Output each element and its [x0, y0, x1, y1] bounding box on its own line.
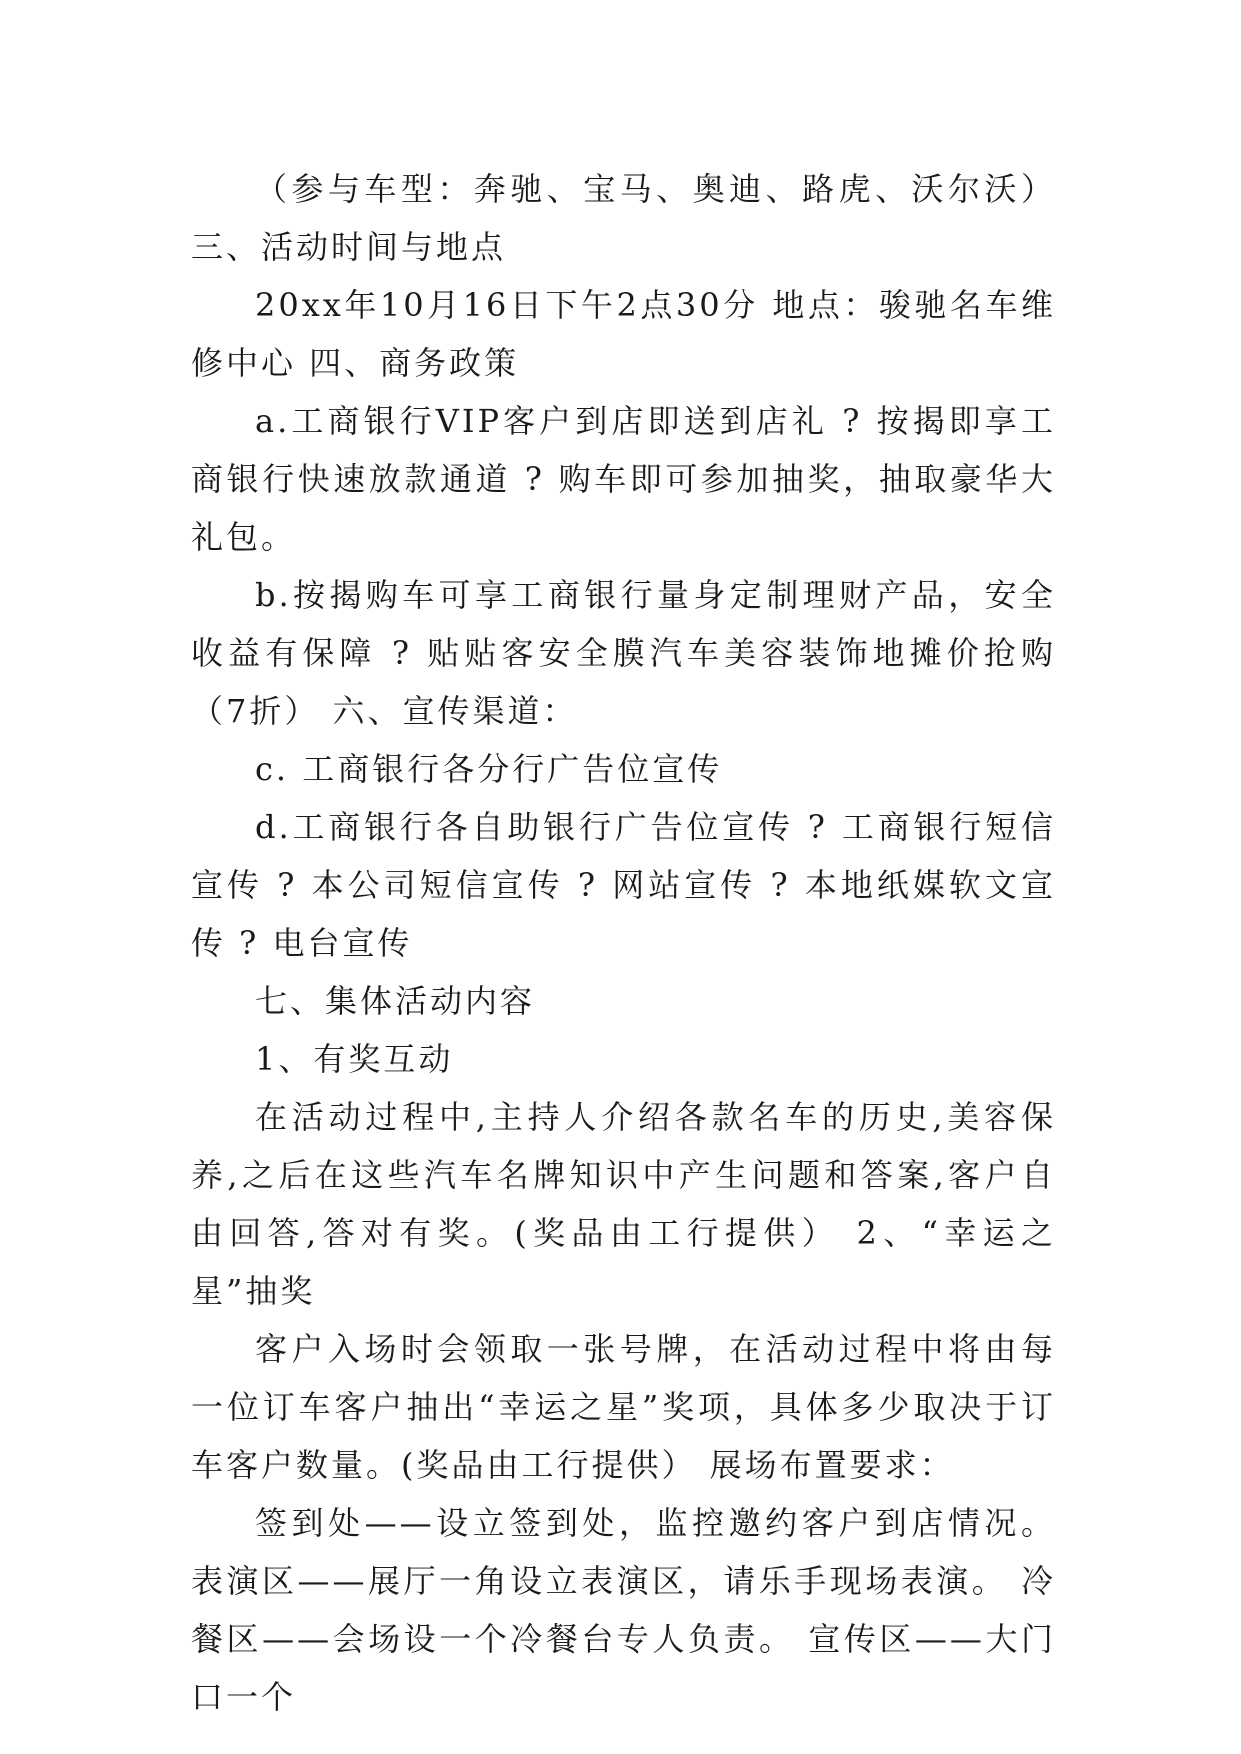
- paragraph-policy-a: a.工商银行VIP客户到店即送到店礼 ? 按揭即享工商银行快速放款通道 ? 购车即可参加抽奖，抽取豪华大礼包。: [191, 402, 1056, 556]
- paragraph-channel-d: d.工商银行各自助银行广告位宣传 ? 工商银行短信宣传 ? 本公司短信宣传 ? 网站宣传 ? 本地纸媒软文宣传 ? 电台宣传: [191, 808, 1056, 962]
- paragraph-channel-c: c. 工商银行各分行广告位宣传: [255, 750, 723, 788]
- paragraph-venue-layout: 签到处——设立签到处，监控邀约客户到店情况。 表演区——展厅一角设立表演区，请乐手现场表演。 冷餐区——会场设一个冷餐台专人负责。 宣传区——大门口一个: [191, 1504, 1056, 1716]
- paragraph-lucky-star-draw: 客户入场时会领取一张号牌，在活动过程中将由每一位订车客户抽出“幸运之星”奖项，具体多少取决于订车客户数量。(奖品由工行提供） 展场布置要求：: [191, 1330, 1056, 1484]
- paragraph-policy-b: b.按揭购车可享工商银行量身定制理财产品，安全收益有保障 ? 贴贴客安全膜汽车美容装饰地摊价抢购（7折） 六、宣传渠道：: [191, 576, 1056, 730]
- paragraph-time-and-location: 20xx年10月16日下午2点30分 地点：骏驰名车维修中心 四、商务政策: [191, 286, 1056, 382]
- paragraph-participating-models: （参与车型：奔驰、宝马、奥迪、路虎、沃尔沃） 三、活动时间与地点: [191, 170, 1056, 266]
- section-heading-activity-content: 七、集体活动内容: [255, 982, 536, 1020]
- subheading-prize-interaction: 1、有奖互动: [255, 1040, 454, 1078]
- document-body: [191, 160, 1056, 1726]
- paragraph-prize-interaction: 在活动过程中,主持人介绍各款名车的历史,美容保养,之后在这些汽车名牌知识中产生问题和答案,客户自由回答,答对有奖。(奖品由工行提供） 2、“幸运之星”抽奖: [191, 1098, 1056, 1310]
